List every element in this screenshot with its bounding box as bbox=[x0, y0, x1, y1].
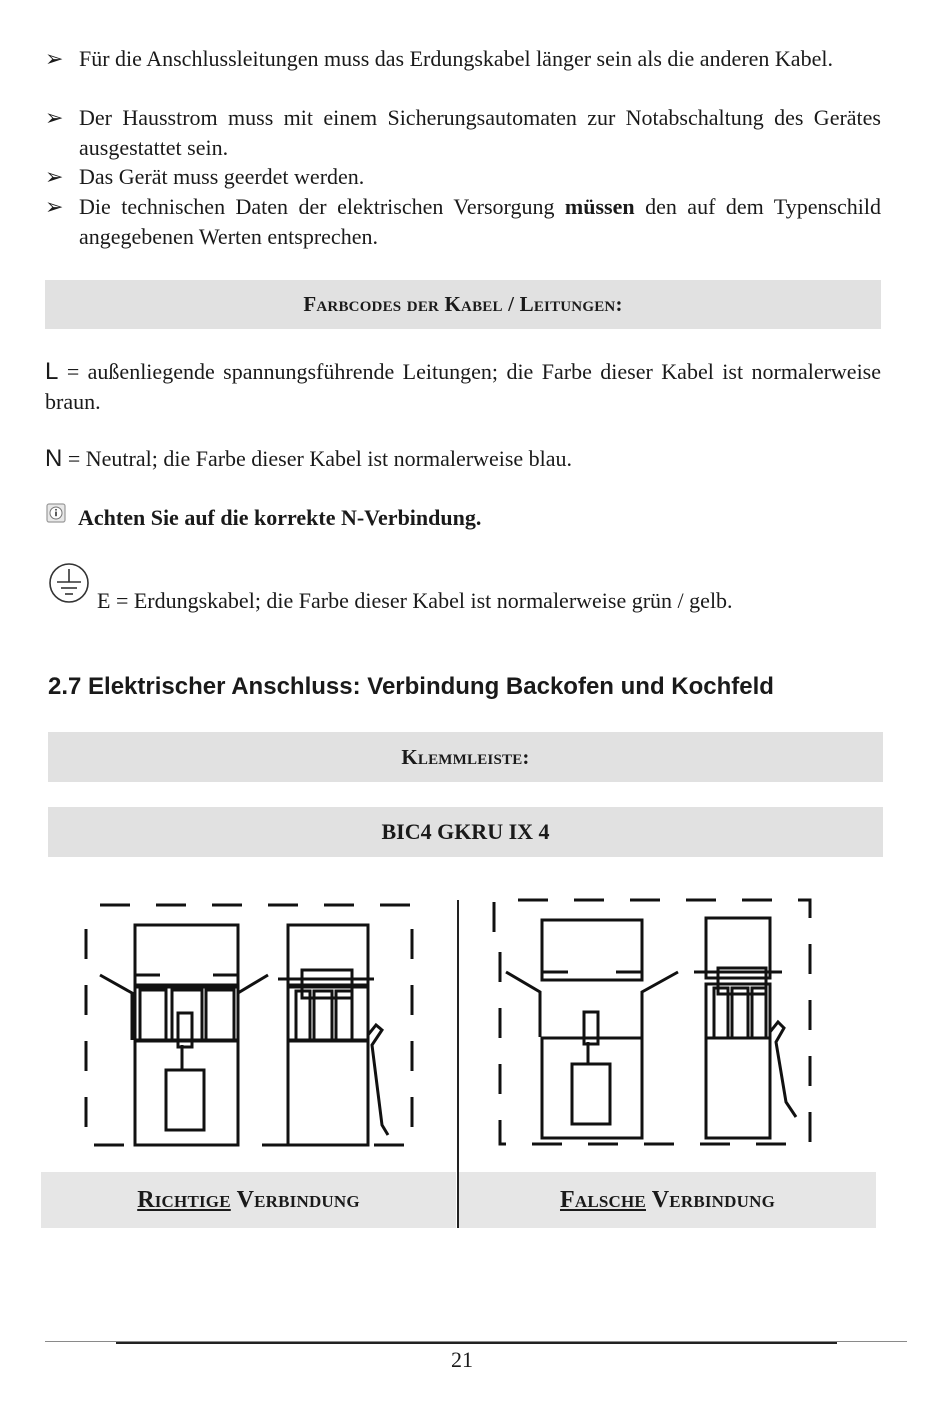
info-icon bbox=[46, 503, 66, 523]
wrong-connection-caption bbox=[459, 1172, 876, 1228]
wrong-caption-underlined: Falsche bbox=[560, 1186, 646, 1213]
bullet-text-3: Das Gerät muss geerdet werden. bbox=[79, 164, 365, 189]
correct-caption-underlined: Richtige bbox=[137, 1186, 231, 1213]
bullet-text-4-after: den auf dem Typenschild angegebenen Werten entsprechen. bbox=[79, 194, 882, 249]
model-band bbox=[48, 807, 883, 857]
wrong-connection-diagram bbox=[490, 892, 835, 1147]
bullet-item-2 bbox=[45, 103, 881, 162]
correct-connection-diagram bbox=[82, 895, 422, 1150]
code-n-definition bbox=[45, 444, 881, 474]
code-n-letter: N bbox=[45, 445, 63, 472]
bullet-text-4-bold: müssen bbox=[564, 194, 635, 219]
arrow-bullet-icon: ➢ bbox=[45, 164, 64, 189]
bullet-text-4-before: Die technischen Daten der elektrischen Versorgung bbox=[79, 194, 555, 219]
correct-connection-caption bbox=[41, 1172, 456, 1228]
code-l-definition bbox=[45, 357, 881, 416]
wrong-caption-rest: Verbindung bbox=[651, 1186, 775, 1213]
color-codes-header-text: Farbcodes der Kabel / Leitungen: bbox=[303, 292, 623, 316]
code-l-letter: L bbox=[45, 358, 59, 385]
page-number: 21 bbox=[451, 1347, 473, 1372]
code-e-text: E = Erdungskabel; die Farbe dieser Kabel ist normalerweise grün / gelb. bbox=[97, 588, 733, 613]
arrow-bullet-icon: ➢ bbox=[45, 194, 64, 219]
terminal-header bbox=[48, 732, 883, 782]
ground-symbol-icon bbox=[47, 563, 91, 607]
code-n-text: = Neutral; die Farbe dieser Kabel ist normalerweise blau. bbox=[67, 446, 573, 471]
arrow-bullet-icon: ➢ bbox=[45, 105, 64, 130]
bullet-item-3 bbox=[45, 162, 881, 192]
terminal-header-text: Klemmleiste: bbox=[401, 744, 530, 769]
bullet-item-1 bbox=[45, 44, 881, 74]
section-heading: 2.7 Elektrischer Anschluss: Verbindung Backofen und Kochfeld bbox=[48, 673, 774, 700]
info-note: Achten Sie auf die korrekte N-Verbindung. bbox=[78, 505, 482, 530]
code-l-text: = außenliegende spannungsführende Leitungen; die Farbe dieser Kabel ist normalerweise braun. bbox=[45, 359, 882, 414]
correct-caption-rest: Verbindung bbox=[236, 1186, 360, 1213]
bullet-text-2: Der Hausstrom muss mit einem Sicherungsautomaten zur Notabschaltung des Gerätes ausgestattet sein. bbox=[79, 105, 881, 160]
footer-rule-thick bbox=[116, 1342, 837, 1344]
bullet-text-4 bbox=[79, 192, 881, 251]
color-codes-header bbox=[45, 280, 881, 329]
model-name: BIC4 GKRU IX 4 bbox=[381, 819, 550, 844]
arrow-bullet-icon: ➢ bbox=[45, 46, 64, 71]
bullet-text-1: Für die Anschlussleitungen muss das Erdungskabel länger sein als die anderen Kabel. bbox=[79, 46, 833, 71]
bullet-item-4 bbox=[45, 192, 881, 251]
